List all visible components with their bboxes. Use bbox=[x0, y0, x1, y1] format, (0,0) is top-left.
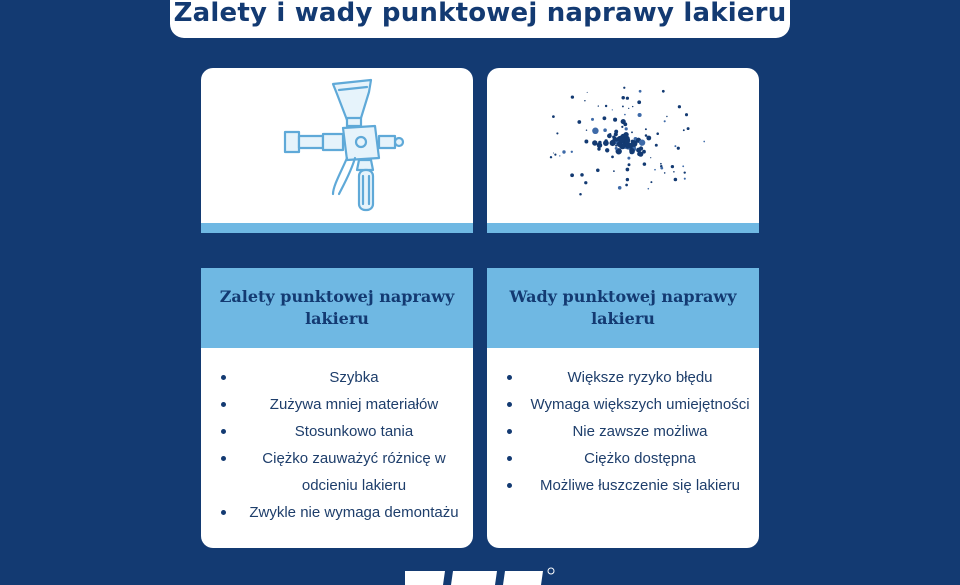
paint-dot bbox=[584, 140, 588, 144]
paint-dot bbox=[645, 134, 648, 137]
paint-dot bbox=[610, 140, 616, 146]
paint-dot bbox=[554, 154, 556, 156]
paint-dot bbox=[650, 181, 652, 183]
accent-stripe bbox=[487, 223, 759, 233]
paint-dot bbox=[639, 139, 645, 145]
paint-dot bbox=[613, 170, 615, 172]
paint-dot bbox=[622, 105, 624, 107]
paint-dot bbox=[655, 144, 658, 147]
paint-dot bbox=[603, 128, 607, 132]
paint-dot bbox=[684, 171, 686, 173]
paint-dot bbox=[621, 126, 623, 128]
advantages-list bbox=[201, 364, 473, 526]
paint-dot bbox=[619, 136, 625, 142]
spray-gun-icon bbox=[201, 68, 473, 220]
paint-dot bbox=[703, 141, 705, 143]
paint-dot bbox=[614, 132, 618, 136]
paint-dot bbox=[612, 109, 613, 110]
paint-dot bbox=[628, 163, 631, 166]
list-item: Wymaga większych umiejętności bbox=[507, 391, 759, 418]
paint-dot bbox=[624, 114, 626, 116]
paint-dot bbox=[591, 118, 594, 121]
paint-dot bbox=[571, 95, 574, 98]
advantages-card bbox=[201, 68, 473, 548]
paint-dot bbox=[664, 172, 666, 174]
list-item: Większe ryzyko błędu bbox=[507, 364, 759, 391]
paint-dot bbox=[586, 129, 587, 130]
paint-dot bbox=[643, 162, 647, 166]
paint-dot bbox=[618, 186, 622, 190]
paint-dot bbox=[666, 116, 667, 117]
paint-dot bbox=[579, 193, 582, 196]
disadvantages-list bbox=[487, 364, 759, 499]
paint-dot bbox=[597, 147, 600, 150]
paint-dot bbox=[685, 113, 688, 116]
paint-dot bbox=[571, 151, 573, 153]
paint-dot bbox=[626, 168, 630, 172]
paint-dot bbox=[552, 115, 555, 118]
paint-dot bbox=[587, 92, 588, 93]
paint-dot bbox=[621, 96, 624, 99]
paint-dot bbox=[598, 141, 601, 144]
paint-dot bbox=[631, 131, 633, 133]
paint-dot bbox=[625, 184, 628, 187]
paint-dot bbox=[626, 178, 629, 181]
dark-band bbox=[487, 233, 759, 268]
paint-dot bbox=[626, 97, 629, 100]
list-item: Stosunkowo tania bbox=[221, 418, 473, 445]
paint-dot bbox=[584, 181, 587, 184]
paint-dot bbox=[613, 118, 617, 122]
paint-dot bbox=[662, 90, 665, 93]
paint-dot bbox=[605, 105, 607, 107]
paint-dot bbox=[632, 106, 633, 107]
advantages-heading bbox=[201, 268, 473, 348]
paint-dot bbox=[562, 150, 565, 153]
paint-dot bbox=[638, 151, 643, 156]
paint-dot bbox=[650, 157, 651, 158]
paint-dot bbox=[615, 145, 617, 147]
paint-dot bbox=[677, 147, 680, 150]
list-item: Szybka bbox=[221, 364, 473, 391]
paint-dot bbox=[556, 132, 558, 134]
paint-dot bbox=[639, 90, 642, 93]
paint-splatter-icon bbox=[487, 68, 759, 220]
advantages-heading-text: Zalety punktowej naprawy lakieru bbox=[219, 287, 455, 328]
list-item: Nie zawsze możliwa bbox=[507, 418, 759, 445]
paint-dot bbox=[551, 156, 552, 157]
paint-dot bbox=[629, 145, 633, 149]
paint-dot bbox=[559, 155, 560, 156]
brand-logo-icon bbox=[405, 565, 555, 585]
paint-dot bbox=[625, 127, 628, 130]
paint-dot bbox=[674, 145, 676, 147]
paint-dot bbox=[660, 163, 662, 165]
paint-dot bbox=[553, 152, 554, 153]
paint-dot bbox=[682, 165, 684, 167]
paint-dot bbox=[592, 128, 598, 134]
list-item: Ciężko dostępna bbox=[507, 445, 759, 472]
paint-dot bbox=[603, 140, 609, 146]
paint-dot bbox=[683, 129, 685, 131]
paint-dot bbox=[615, 147, 618, 150]
paint-dot bbox=[623, 122, 627, 126]
page-title: Zalety i wady punktowej naprawy lakieru bbox=[173, 0, 787, 28]
disadvantages-card bbox=[487, 68, 759, 548]
paint-dot bbox=[638, 113, 642, 117]
disadvantages-heading-text: Wady punktowej naprawy lakieru bbox=[509, 287, 737, 328]
paint-dot bbox=[603, 116, 607, 120]
paint-dot bbox=[617, 142, 622, 147]
paint-dot bbox=[637, 100, 641, 104]
paint-dot bbox=[684, 178, 686, 180]
paint-dot bbox=[639, 146, 643, 150]
paint-dot bbox=[605, 148, 609, 152]
paint-dot bbox=[660, 167, 663, 170]
paint-dot bbox=[628, 108, 629, 109]
paint-dot bbox=[629, 148, 635, 154]
paint-dot bbox=[645, 128, 647, 130]
list-item: Ciężko zauważyć różnicę w odcieniu lakieru bbox=[221, 445, 473, 499]
list-item: Zwykle nie wymaga demontażu bbox=[221, 499, 473, 526]
paint-dot bbox=[664, 120, 666, 122]
paint-dot bbox=[611, 156, 614, 159]
title-banner bbox=[170, 0, 790, 38]
paint-dot bbox=[648, 188, 650, 190]
paint-dot bbox=[570, 173, 574, 177]
paint-dot bbox=[678, 105, 681, 108]
paint-dot bbox=[654, 169, 656, 171]
paint-dot bbox=[656, 132, 659, 135]
disadvantages-heading bbox=[487, 268, 759, 348]
paint-dot bbox=[592, 140, 597, 145]
paint-dot bbox=[674, 178, 678, 182]
paint-dot bbox=[580, 173, 584, 177]
paint-dot bbox=[646, 136, 651, 141]
paint-dot bbox=[623, 87, 625, 89]
paint-dot bbox=[584, 100, 585, 101]
paint-dot bbox=[596, 169, 600, 173]
paint-dot bbox=[577, 120, 581, 124]
paint-dot bbox=[671, 165, 674, 168]
accent-stripe bbox=[201, 223, 473, 233]
paint-dot bbox=[598, 105, 599, 106]
paint-dot bbox=[607, 134, 612, 139]
paint-dot bbox=[687, 127, 690, 130]
paint-dot bbox=[673, 171, 675, 173]
paint-dot bbox=[627, 157, 630, 160]
list-item: Zużywa mniej materiałów bbox=[221, 391, 473, 418]
list-item: Możliwe łuszczenie się lakieru bbox=[507, 472, 759, 499]
dark-band bbox=[201, 233, 473, 268]
